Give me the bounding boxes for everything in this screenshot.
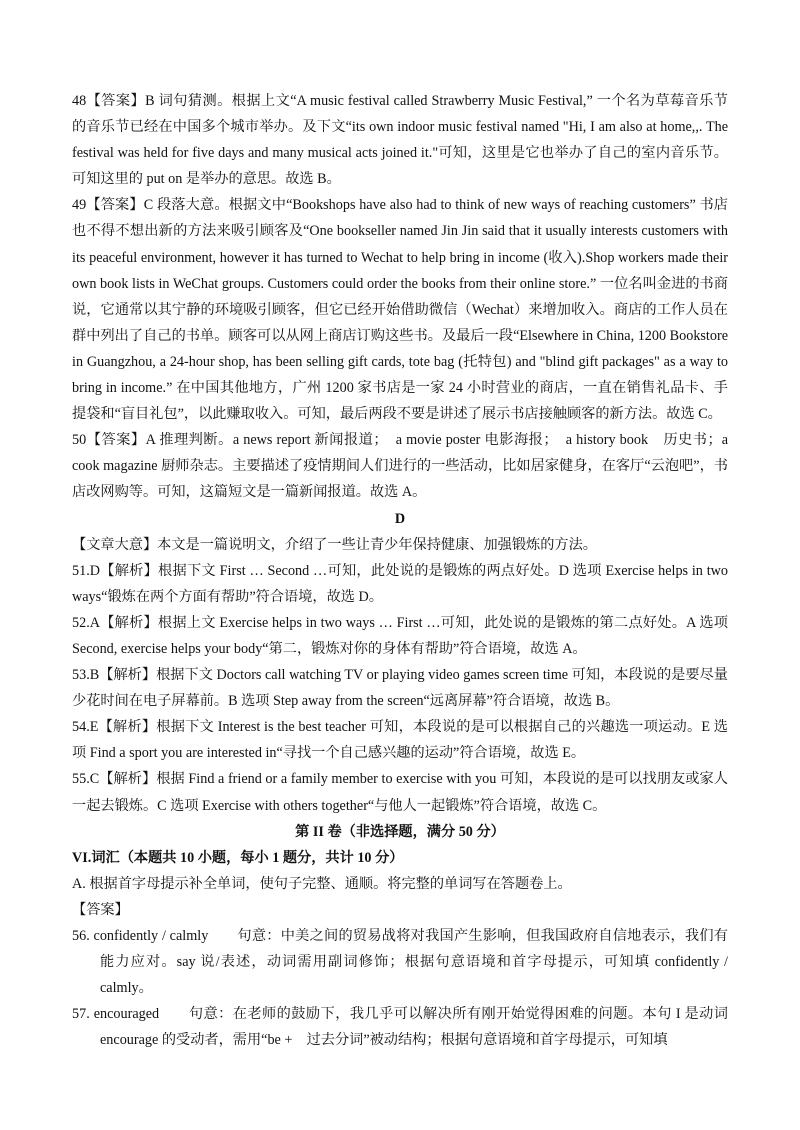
answer-48: 48【答案】B 词句猜测。根据上文“A music festival called Strawberry Music Festival,” 一个名为草莓音乐节的音乐节已经在中国多个城市举办。及下文“its own indoor music festival named "Hi, I am also at home,,. The festival was held for five days and many musical acts joined it."可知，这里是它也举办了自己的室内音乐节。可知这里的 put on 是举办的意思。故选 B。: [72, 93, 728, 188]
answer-label: 【答案】: [72, 901, 129, 918]
answer-54: 54.E【解析】根据下文 Interest is the best teacher 可知，本段说的是可以根据自己的兴趣选一项运动。E 选项 Find a sport you are interested in“寻找一个自己感兴趣的运动”符合语境，故选 E。: [72, 719, 728, 762]
section-heading-d: D: [394, 510, 406, 527]
answer-49: 49【答案】C 段落大意。根据文中“Bookshops have also had to think of new ways of reaching customers” 书店也不得不想出新的方法来吸引顾客及“One bookseller named Jin Jin said that it usually interests customers with its peaceful environment, however it has turned to Wechat to help bring in income (收入).Shop workers made their own book lists in WeChat groups. Customers could order the books from their online store.” 一位名叫金进的书商说，它通常以其宁静的环境吸引顾客，但它已经开始借助微信（Wechat）来增加收入。商店的工作人员在群中列出了自己的书单。顾客可以从网上商店订购这些书。及最后一段“Elsewhere in China, 1200 Bookstore in Guangzhou, a 24-hour shop, has been selling gift cards, tote bag (托特包) and "blind gift packages" as a way to bring in income.” 在中国其他地方，广州 1200 家书店是一家 24 小时营业的商店，一直在销售礼品卡、手提袋和“盲目礼包”，以此赚取收入。可知，最后两段不要是讲述了展示书店接触顾客的新方法。故选 C。: [72, 197, 728, 423]
answer-53: 53.B【解析】根据下文 Doctors call watching TV or playing video games screen time 可知，本段说的是要尽量少花时间在电子屏幕前。B 选项 Step away from the screen“远离屏幕”符合语境，故选 B。: [72, 667, 728, 710]
answer-56: 56. confidently / calmly 句意：中美之间的贸易战将对我国产生影响，但我国政府自信地表示，我们有能力应对。say 说/表述，动词需用副词修饰；根据句意语境和首字母提示，可知填 confidently / calmly。: [72, 928, 728, 997]
part-ii-heading: 第 II 卷（非选择题，满分 50 分）: [295, 823, 505, 840]
answer-key-page: [72, 88, 728, 1053]
vocab-instruction: A. 根据首字母提示补全单词，使句子完整、通顺。将完整的单词写在答题卷上。: [72, 875, 572, 892]
answer-55: 55.C【解析】根据 Find a friend or a family member to exercise with you 可知，本段说的是可以找朋友或家人一起去锻炼。C 选项 Exercise with others together“与他人一起锻炼”符合语境，故选 C。: [72, 771, 728, 814]
vocab-section-heading: VI.词汇（本题共 10 小题，每小 1 题分，共计 10 分）: [72, 849, 404, 866]
article-summary: 【文章大意】本文是一篇说明文，介绍了一些让青少年保持健康、加强锻炼的方法。: [72, 536, 597, 553]
answer-57: 57. encouraged 句意：在老师的鼓励下，我几乎可以解决所有刚开始觉得困难的问题。本句 I 是动词 encourage 的受动者，需用“be + 过去分词”被动结构；根据句意语境和首字母提示，可知填: [72, 1006, 728, 1049]
answer-52: 52.A【解析】根据上文 Exercise helps in two ways … First …可知，此处说的是锻炼的第二点好处。A 选项 Second, exercise helps your body“第二，锻炼对你的身体有帮助”符合语境，故选 A。: [72, 614, 728, 657]
answer-50: 50【答案】A 推理判断。a news report 新闻报道； a movie poster 电影海报； a history book 历史书；a cook magazine 厨师杂志。主要描述了疫情期间人们进行的一些活动，比如居家健身，在客厅“云泡吧”，书店改网购等。可知，这篇短文是一篇新闻报道。故选 A。: [72, 432, 728, 501]
answer-51: 51.D【解析】根据下文 First … Second …可知，此处说的是锻炼的两点好处。D 选项 Exercise helps in two ways“锻炼在两个方面有帮助”符合语境，故选 D。: [72, 562, 728, 605]
